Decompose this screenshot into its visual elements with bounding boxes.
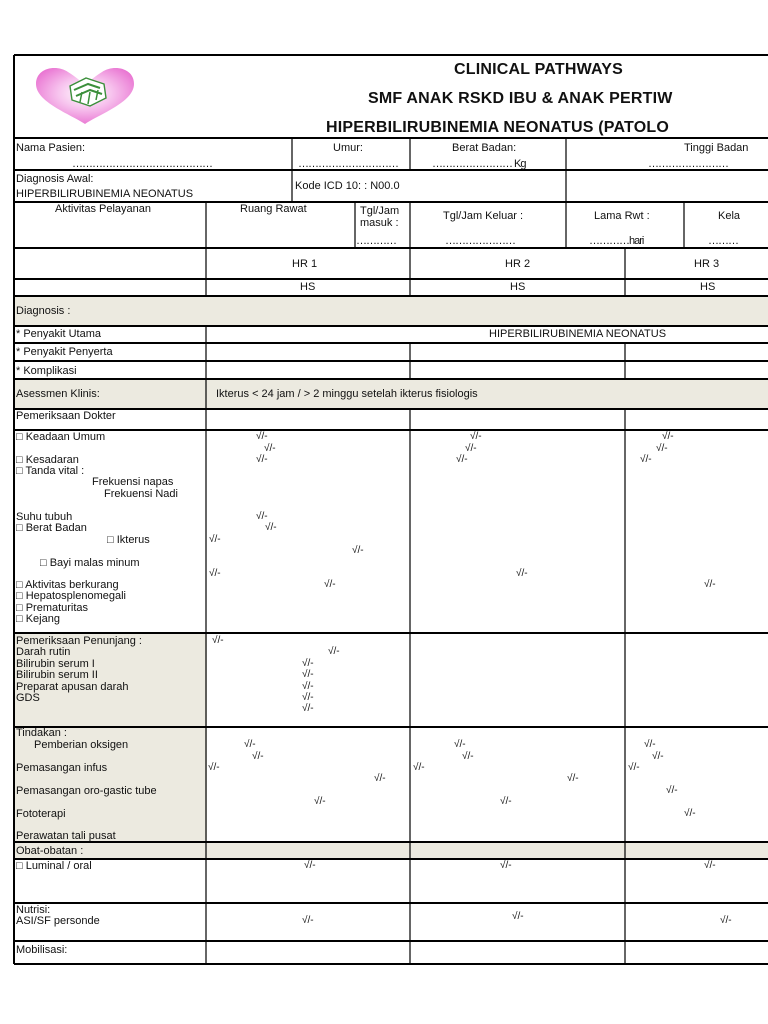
penyakit-utama-label: * Penyakit Utama: [16, 328, 101, 340]
dokter-item-suhu-tubuh: Suhu tubuh: [16, 511, 73, 523]
penunjang-item-darah-rutin: Darah rutin: [16, 646, 71, 658]
header-title-diagnosis: HIPERBILIRUBINEMIA NEONATUS (PATOLO: [326, 119, 669, 136]
dokter-item-keadaan-umum: □ Keadaan Umum: [16, 431, 106, 443]
penyakit-penyerta-label: * Penyakit Penyerta: [16, 346, 113, 358]
pemeriksaan-dokter-label: Pemeriksaan Dokter: [16, 410, 116, 422]
asesmen-klinis-label: Asessmen Klinis:: [16, 388, 100, 400]
nutrisi-item-asi: ASI/SF personde: [16, 915, 100, 927]
check-mark[interactable]: √/-: [456, 454, 468, 465]
penunjang-label: Pemeriksaan Penunjang :: [16, 635, 142, 647]
penunjang-item-gds: GDS: [16, 692, 40, 704]
check-mark[interactable]: √/-: [454, 739, 466, 750]
obat-item-luminal: □ Luminal / oral: [16, 860, 92, 872]
berat-badan-label: Berat Badan:: [452, 142, 517, 154]
shift-hs1: HS: [300, 281, 316, 293]
dokter-item-prematuritas: □ Prematuritas: [16, 602, 89, 614]
umur-label: Umur:: [333, 142, 363, 154]
nutrisi-label: Nutrisi:: [16, 904, 51, 916]
check-mark[interactable]: √/-: [302, 669, 314, 680]
penunjang-item-apusan-darah: Preparat apusan darah: [16, 681, 129, 693]
check-mark[interactable]: √/-: [462, 751, 474, 762]
check-mark[interactable]: √/-: [684, 808, 696, 819]
lama-rawat-label: Lama Rwt :: [594, 210, 650, 222]
kelas-label: Kela: [718, 210, 741, 222]
check-mark[interactable]: √/-: [209, 534, 221, 545]
check-mark[interactable]: √/-: [470, 431, 482, 442]
check-mark[interactable]: √/-: [704, 579, 716, 590]
diagnosis-awal-value: HIPERBILIRUBINEMIA NEONATUS: [16, 188, 194, 200]
dokter-item-frekuensi-napas: Frekuensi napas: [92, 476, 174, 488]
tindakan-item-fototerapi: Fototerapi: [16, 808, 66, 820]
header-title-smf: SMF ANAK RSKD IBU & ANAK PERTIW: [368, 90, 673, 107]
penyakit-utama-value: HIPERBILIRUBINEMIA NEONATUS: [489, 328, 667, 340]
lama-rawat-field[interactable]: …………hari: [589, 235, 644, 247]
check-mark[interactable]: √/-: [413, 762, 425, 773]
tindakan-item-tali-pusat: Perawatan tali pusat: [16, 830, 116, 842]
tindakan-item-infus: Pemasangan infus: [16, 762, 108, 774]
header-title-clinical-pathways: CLINICAL PATHWAYS: [454, 61, 624, 78]
check-mark[interactable]: √/-: [302, 692, 314, 703]
diagnosis-awal-label: Diagnosis Awal:: [16, 173, 94, 185]
check-mark[interactable]: √/-: [302, 915, 314, 926]
check-mark[interactable]: √/-: [252, 751, 264, 762]
mobilisasi-label: Mobilisasi:: [16, 944, 68, 956]
check-mark[interactable]: √/-: [656, 443, 668, 454]
day-header-hr3: HR 3: [694, 258, 720, 270]
tgl-masuk-label-1: Tgl/Jam: [360, 205, 400, 217]
dokter-item-bayi-malas-minum: □ Bayi malas minum: [40, 557, 140, 569]
nama-pasien-label: Nama Pasien:: [16, 142, 86, 154]
check-mark[interactable]: √/-: [567, 773, 579, 784]
check-mark[interactable]: √/-: [500, 860, 512, 871]
diagnosis-section-label: Diagnosis :: [16, 305, 71, 317]
dokter-item-hepatosplenomegali: □ Hepatosplenomegali: [16, 590, 126, 602]
tinggi-badan-label: Tinggi Badan: [684, 142, 749, 154]
check-mark[interactable]: √/-: [500, 796, 512, 807]
check-mark[interactable]: √/-: [304, 860, 316, 871]
shift-hs2: HS: [510, 281, 526, 293]
check-mark[interactable]: √/-: [212, 635, 224, 646]
nama-pasien-field[interactable]: ……………………………………: [72, 158, 212, 170]
check-mark[interactable]: √/-: [666, 785, 678, 796]
tindakan-item-ogt: Pemasangan oro-gastic tube: [16, 785, 157, 797]
asesmen-klinis-value: Ikterus < 24 jam / > 2 minggu setelah ikterus fisiologis: [216, 388, 478, 400]
tgl-keluar-field[interactable]: …………………: [445, 235, 515, 247]
check-mark[interactable]: √/-: [374, 773, 386, 784]
check-mark[interactable]: √/-: [652, 751, 664, 762]
dokter-item-aktivitas-berkurang: □ Aktivitas berkurang: [16, 579, 119, 591]
dokter-item-kesadaran: □ Kesadaran: [16, 454, 79, 466]
check-mark[interactable]: √/-: [704, 860, 716, 871]
check-mark[interactable]: √/-: [465, 443, 477, 454]
dokter-item-tanda-vital: □ Tanda vital :: [16, 465, 85, 477]
check-mark[interactable]: √/-: [640, 454, 652, 465]
check-mark[interactable]: √/-: [352, 545, 364, 556]
ruang-rawat-label: Ruang Rawat: [240, 203, 307, 215]
day-header-hr1: HR 1: [292, 258, 318, 270]
shift-hs3: HS: [700, 281, 716, 293]
tindakan-item-oksigen: Pemberian oksigen: [34, 739, 129, 751]
check-mark[interactable]: √/-: [265, 522, 277, 533]
check-mark[interactable]: √/-: [244, 739, 256, 750]
check-mark[interactable]: √/-: [644, 739, 656, 750]
check-mark[interactable]: √/-: [302, 703, 314, 714]
umur-field[interactable]: …………………………: [298, 158, 398, 170]
check-mark[interactable]: √/-: [302, 681, 314, 692]
aktivitas-pelayanan-label: Aktivitas Pelayanan: [55, 203, 151, 215]
obat-label: Obat-obatan :: [16, 845, 84, 857]
check-mark[interactable]: √/-: [314, 796, 326, 807]
tgl-masuk-label-2: masuk :: [360, 217, 399, 229]
day-header-hr2: HR 2: [505, 258, 531, 270]
dokter-item-kejang: □ Kejang: [16, 613, 60, 625]
penunjang-item-bilirubin-2: Bilirubin serum II: [16, 669, 98, 681]
check-mark[interactable]: √/-: [324, 579, 336, 590]
check-mark[interactable]: √/-: [256, 431, 268, 442]
check-mark[interactable]: √/-: [328, 646, 340, 657]
tinggi-badan-field[interactable]: ……………………: [648, 158, 728, 170]
check-mark[interactable]: √/-: [208, 762, 220, 773]
check-mark[interactable]: √/-: [302, 658, 314, 669]
check-mark[interactable]: √/-: [720, 915, 732, 926]
hospital-logo: [30, 62, 140, 126]
berat-badan-field[interactable]: …………………… Kg: [432, 158, 526, 170]
dokter-item-frekuensi-nadi: Frekuensi Nadi: [104, 488, 178, 500]
check-mark[interactable]: √/-: [662, 431, 674, 442]
dokter-item-berat-badan: □ Berat Badan: [16, 522, 87, 534]
tgl-masuk-field[interactable]: …………: [356, 235, 396, 247]
komplikasi-label: * Komplikasi: [16, 365, 77, 377]
tindakan-label: Tindakan :: [16, 727, 67, 739]
check-mark[interactable]: √/-: [516, 568, 528, 579]
check-mark[interactable]: √/-: [264, 443, 276, 454]
check-mark[interactable]: √/-: [256, 511, 268, 522]
check-mark[interactable]: √/-: [209, 568, 221, 579]
check-mark[interactable]: √/-: [512, 911, 524, 922]
check-mark[interactable]: √/-: [256, 454, 268, 465]
kode-icd-label: Kode ICD 10: : N00.0: [295, 180, 400, 192]
penunjang-item-bilirubin-1: Bilirubin serum I: [16, 658, 95, 670]
check-mark[interactable]: √/-: [628, 762, 640, 773]
kelas-field[interactable]: ………: [708, 235, 738, 247]
dokter-item-ikterus: □ Ikterus: [107, 534, 150, 546]
tgl-keluar-label: Tgl/Jam Keluar :: [443, 210, 524, 222]
